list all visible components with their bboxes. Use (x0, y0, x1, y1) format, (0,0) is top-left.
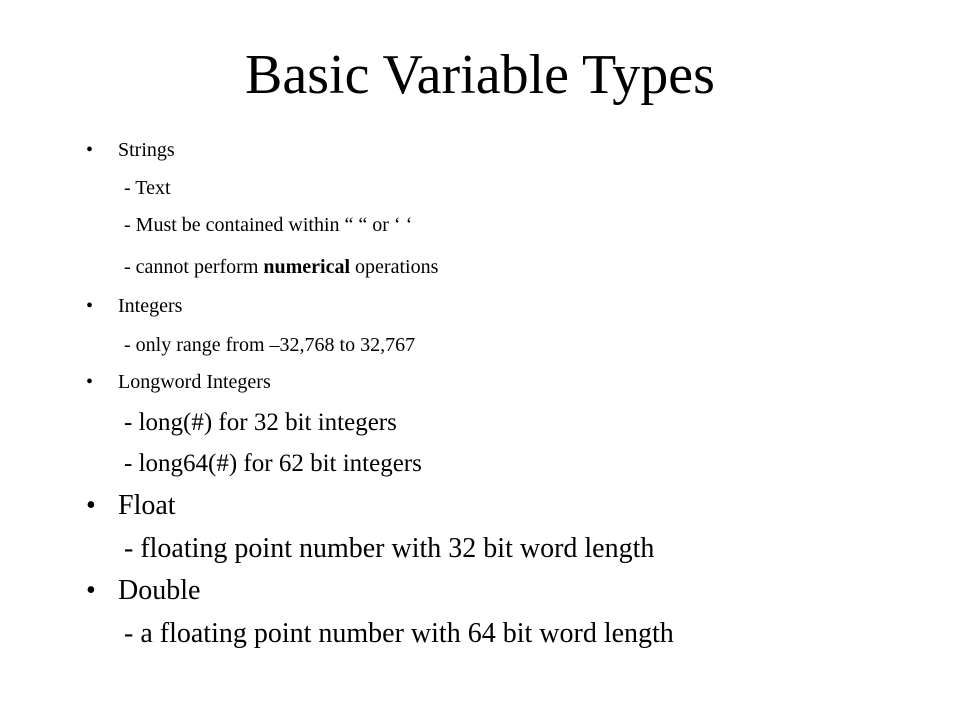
strings-numerical-post: operations (350, 256, 439, 278)
bullet-longword: Longword Integers (118, 371, 271, 393)
float-description-line: - floating point number with 32 bit word length (124, 533, 655, 564)
bullet-float: Float (118, 490, 176, 521)
bullet-double: Double (118, 575, 201, 606)
bullet-integers: Integers (118, 295, 183, 317)
bullet-icon: • (86, 490, 96, 521)
bullet-strings: Strings (118, 139, 175, 161)
bullet-icon: • (86, 139, 94, 161)
strings-quotes-line: - Must be contained within “ “ or ‘ ‘ (124, 214, 413, 236)
integers-range-line: - only range from –32,768 to 32,767 (124, 334, 416, 356)
longword-64bit-line: - long64(#) for 62 bit integers (124, 450, 422, 477)
longword-32bit-line: - long(#) for 32 bit integers (124, 409, 397, 436)
bullet-icon: • (86, 295, 94, 317)
bullet-icon: • (86, 371, 94, 393)
slide-title: Basic Variable Types (245, 44, 715, 106)
double-description-line: - a floating point number with 64 bit word length (124, 618, 674, 649)
strings-numerical-pre: - cannot perform (124, 256, 264, 278)
strings-numerical-line (124, 255, 438, 279)
strings-text-line: - Text (124, 177, 171, 199)
bullet-icon: • (86, 575, 96, 606)
strings-numerical-bold: numerical (263, 256, 351, 278)
